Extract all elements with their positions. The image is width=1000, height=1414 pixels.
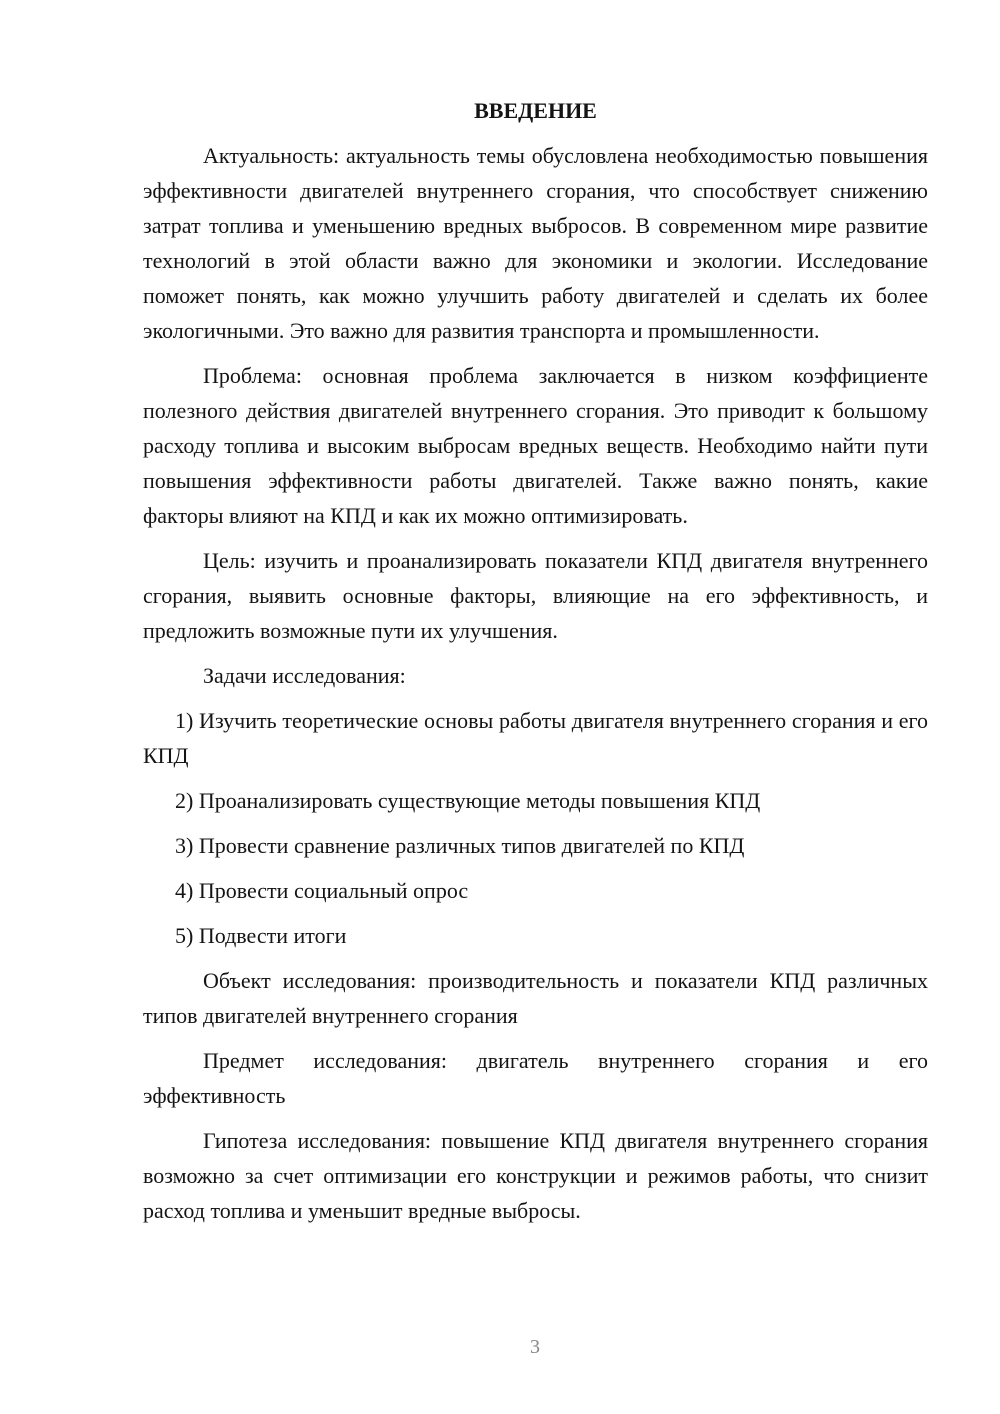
section-heading: ВВЕДЕНИЕ (474, 98, 597, 123)
relevance-paragraph: Актуальность: актуальность темы обусловлена необходимостью повышения эффективности двигателей внутреннего сгорания, что способствует снижению затрат топлива и уменьшению вредных выбросов. В современном мире развитие технологий в этой области важно для экономики и экологии. Исследование поможет понять, как можно улучшить работу двигателей и сделать их более экологичными. Это важно для развития транспорта и промышленности. (143, 143, 928, 343)
task-item: 3) Провести сравнение различных типов двигателей по КПД (175, 833, 745, 858)
task-item: 4) Провести социальный опрос (175, 878, 469, 903)
task-item: 2) Проанализировать существующие методы повышения КПД (175, 788, 761, 813)
problem-paragraph: Проблема: основная проблема заключается в низком коэффициенте полезного действия двигателей внутреннего сгорания. Это приводит к большому расходу топлива и высоким выбросам вредных веществ. Необходимо найти пути повышения эффективности работы двигателей. Также важно понять, какие факторы влияют на КПД и как их можно оптимизировать. (143, 363, 928, 528)
tasks-title: Задачи исследования: (203, 663, 406, 688)
object-paragraph: Объект исследования: производительность и показатели КПД различных типов двигателей внутреннего сгорания (143, 968, 928, 1028)
tasks-list (143, 703, 928, 953)
page-number: 3 (530, 1336, 540, 1358)
task-item: 1) Изучить теоретические основы работы двигателя внутреннего сгорания и его КПД (143, 708, 928, 768)
goal-paragraph: Цель: изучить и проанализировать показатели КПД двигателя внутреннего сгорания, выявить основные факторы, влияющие на его эффективность, и предложить возможные пути их улучшения. (143, 548, 928, 643)
hypothesis-paragraph: Гипотеза исследования: повышение КПД двигателя внутреннего сгорания возможно за счет оптимизации его конструкции и режимов работы, что снизит расход топлива и уменьшит вредные выбросы. (143, 1128, 928, 1223)
page-content (143, 93, 928, 1238)
subject-paragraph: Предмет исследования: двигатель внутреннего сгорания и его эффективность (143, 1048, 928, 1108)
task-item: 5) Подвести итоги (175, 923, 347, 948)
